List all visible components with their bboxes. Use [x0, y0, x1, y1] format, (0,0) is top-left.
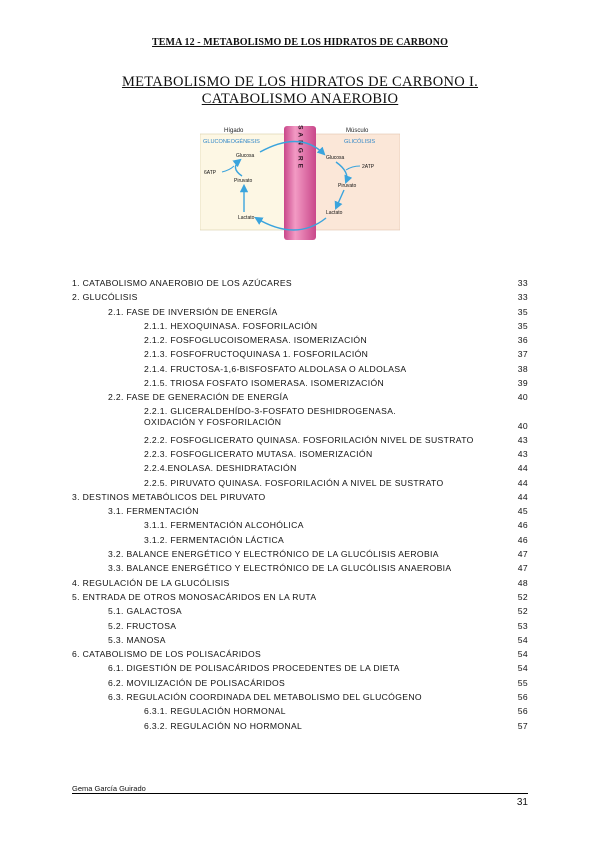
- toc-entry-page: 39: [517, 378, 528, 389]
- toc-entry-title: 2.1. FASE DE INVERSIÓN DE ENERGÍA: [108, 306, 278, 317]
- toc-entry-page: 44: [517, 491, 528, 502]
- toc-entry-title: 2.2.3. FOSFOGLICERATO MUTASA. ISOMERIZACIÓN: [144, 448, 373, 459]
- toc-entry[interactable]: [72, 647, 528, 661]
- toc-entry-title: 5.2. FRUCTOSA: [108, 620, 177, 631]
- toc-entry-page: 35: [517, 320, 528, 331]
- toc-entry[interactable]: [72, 518, 528, 532]
- toc-entry[interactable]: [72, 704, 528, 718]
- toc-entry-title: 6.3.2. REGULACIÓN NO HORMONAL: [144, 720, 303, 731]
- toc-entry[interactable]: [72, 347, 528, 361]
- cori-cycle-figure: [200, 124, 400, 242]
- toc-entry-title: 6. CATABOLISMO DE LOS POLISACÁRIDOS: [72, 649, 262, 660]
- toc-entry-title: 4. REGULACIÓN DE LA GLUCÓLISIS: [72, 577, 230, 588]
- footer-author: Gema García Guirado: [72, 784, 146, 793]
- toc-entry[interactable]: [72, 433, 528, 447]
- blood-label: SANGRE: [296, 125, 304, 171]
- liver-label: Hígado: [224, 128, 244, 134]
- toc-entry-page: 43: [517, 448, 528, 459]
- toc-entry-title: 2.1.1. HEXOQUINASA. FOSFORILACIÓN: [144, 320, 318, 331]
- toc-entry[interactable]: [72, 533, 528, 547]
- toc-entry[interactable]: [72, 576, 528, 590]
- toc-entry[interactable]: [72, 547, 528, 561]
- toc-entry-page: 52: [517, 591, 528, 602]
- toc-entry[interactable]: [72, 633, 528, 647]
- liver-lactate: Lactato: [238, 215, 255, 221]
- running-header: TEMA 12 - METABOLISMO DE LOS HIDRATOS DE CARBONO: [152, 37, 448, 48]
- title-line-2: CATABOLISMO ANAEROBIO: [201, 91, 399, 107]
- toc-entry-title: 2.2. FASE DE GENERACIÓN DE ENERGÍA: [108, 392, 289, 403]
- toc-entry[interactable]: [72, 661, 528, 675]
- table-of-contents: [72, 276, 528, 733]
- toc-entry-title: 6.3. REGULACIÓN COORDINADA DEL METABOLISMO DEL GLUCÓGENO: [108, 692, 422, 703]
- toc-entry-page: 56: [517, 692, 528, 703]
- toc-entry-page: 43: [517, 434, 528, 445]
- title-line-1: METABOLISMO DE LOS HIDRATOS DE CARBONO I.: [121, 74, 479, 90]
- toc-entry-page: 47: [517, 549, 528, 560]
- toc-entry-page: 56: [517, 706, 528, 717]
- toc-entry[interactable]: [72, 561, 528, 575]
- muscle-label: Músculo: [346, 128, 369, 134]
- toc-entry-title: 1. CATABOLISMO ANAEROBIO DE LOS AZÚCARES: [72, 278, 292, 288]
- toc-entry-title: 6.1. DIGESTIÓN DE POLISACÁRIDOS PROCEDENTES DE LA DIETA: [108, 663, 400, 674]
- toc-entry[interactable]: [72, 447, 528, 461]
- toc-entry-page: 40: [517, 392, 528, 403]
- toc-entry-title: 3.2. BALANCE ENERGÉTICO Y ELECTRÓNICO DE LA GLUCÓLISIS AEROBIA: [108, 549, 439, 560]
- toc-entry[interactable]: [72, 276, 528, 290]
- footer-page-number: 31: [516, 797, 528, 808]
- toc-entry-title: 5.1. GALACTOSA: [108, 606, 182, 617]
- gluconeogenesis-label: GLUCONEOGÉNESIS: [203, 139, 260, 145]
- toc-entry-title: 3.3. BALANCE ENERGÉTICO Y ELECTRÓNICO DE LA GLUCÓLISIS ANAEROBIA: [108, 563, 452, 574]
- toc-entry-title: 3.1. FERMENTACIÓN: [108, 506, 199, 517]
- toc-entry[interactable]: [72, 319, 528, 333]
- toc-entry-title: 2.2.1. GLICERALDEHÍDO-3-FOSFATO DESHIDROGENASA. OXIDACIÓN Y FOSFORILACIÓN: [144, 405, 397, 427]
- toc-entry-title: 3. DESTINOS METABÓLICOS DEL PIRUVATO: [72, 491, 266, 502]
- toc-entry-page: 57: [517, 720, 528, 731]
- toc-entry[interactable]: [72, 676, 528, 690]
- toc-entry-page: 54: [517, 649, 528, 660]
- toc-entry-page: 33: [517, 292, 528, 303]
- toc-entry-page: 54: [517, 634, 528, 645]
- toc-entry-title: 2. GLUCÓLISIS: [72, 292, 138, 303]
- toc-entry[interactable]: [72, 476, 528, 490]
- toc-entry[interactable]: [72, 619, 528, 633]
- toc-entry[interactable]: [72, 604, 528, 618]
- toc-entry[interactable]: [72, 490, 528, 504]
- page-title: [60, 74, 540, 108]
- toc-entry[interactable]: [72, 719, 528, 733]
- footer-divider: [72, 793, 528, 794]
- toc-entry-page: 54: [517, 663, 528, 674]
- muscle-lactate: Lactato: [326, 210, 343, 216]
- toc-entry[interactable]: [72, 390, 528, 404]
- toc-entry-title: 6.3.1. REGULACIÓN HORMONAL: [144, 706, 286, 717]
- muscle-pyruvate: Piruvato: [338, 183, 357, 189]
- toc-entry-page: 35: [517, 306, 528, 317]
- toc-entry-page: 44: [517, 463, 528, 474]
- toc-entry-title: 2.1.4. FRUCTOSA-1,6-BISFOSFATO ALDOLASA O ALDOLASA: [144, 363, 407, 374]
- toc-entry-title: 2.1.3. FOSFOFRUCTOQUINASA 1. FOSFORILACIÓN: [144, 349, 369, 360]
- toc-entry-title: 2.2.5. PIRUVATO QUINASA. FOSFORILACIÓN A NIVEL DE SUSTRATO: [144, 477, 444, 488]
- muscle-atp: 2ATP: [362, 164, 375, 170]
- toc-entry[interactable]: [72, 405, 528, 433]
- liver-pyruvate: Piruvato: [234, 178, 253, 184]
- toc-entry-title: 5.3. MANOSA: [108, 634, 166, 645]
- liver-glucose: Glucosa: [236, 153, 255, 159]
- toc-entry-page: 33: [517, 278, 528, 288]
- toc-entry-page: 47: [517, 563, 528, 574]
- toc-entry[interactable]: [72, 333, 528, 347]
- toc-entry[interactable]: [72, 290, 528, 304]
- toc-entry[interactable]: [72, 590, 528, 604]
- toc-entry-title: 2.1.5. TRIOSA FOSFATO ISOMERASA. ISOMERIZACIÓN: [144, 378, 385, 389]
- toc-entry-page: 52: [517, 606, 528, 617]
- toc-entry-page: 40: [517, 420, 528, 431]
- toc-entry-page: 36: [517, 335, 528, 346]
- toc-entry-page: 44: [517, 477, 528, 488]
- toc-entry[interactable]: [72, 305, 528, 319]
- toc-entry-title: 2.1.2. FOSFOGLUCOISOMERASA. ISOMERIZACIÓN: [144, 335, 368, 346]
- toc-entry-page: 45: [517, 506, 528, 517]
- toc-entry-title: 3.1.1. FERMENTACIÓN ALCOHÓLICA: [144, 520, 304, 531]
- toc-entry[interactable]: [72, 504, 528, 518]
- toc-entry[interactable]: [72, 690, 528, 704]
- toc-entry-page: 48: [517, 577, 528, 588]
- toc-entry-title: 5. ENTRADA DE OTROS MONOSACÁRIDOS EN LA RUTA: [72, 591, 317, 602]
- toc-entry-title: 6.2. MOVILIZACIÓN DE POLISACÁRIDOS: [108, 677, 286, 688]
- toc-entry[interactable]: [72, 461, 528, 475]
- toc-entry-page: 46: [517, 534, 528, 545]
- toc-entry[interactable]: [72, 376, 528, 390]
- toc-entry-page: 46: [517, 520, 528, 531]
- toc-entry-page: 38: [517, 363, 528, 374]
- toc-entry-title: 2.2.4.ENOLASA. DESHIDRATACIÓN: [144, 463, 297, 474]
- toc-entry-page: 55: [517, 677, 528, 688]
- toc-entry-page: 37: [517, 349, 528, 360]
- toc-entry-title: 2.2.2. FOSFOGLICERATO QUINASA. FOSFORILACIÓN NIVEL DE SUSTRATO: [144, 434, 474, 445]
- glycolysis-label: GLICÓLISIS: [344, 139, 376, 145]
- toc-entry-page: 53: [517, 620, 528, 631]
- toc-entry[interactable]: [72, 362, 528, 376]
- toc-entry-title: 3.1.2. FERMENTACIÓN LÁCTICA: [144, 534, 285, 545]
- liver-atp: 6ATP: [204, 170, 217, 176]
- muscle-glucose: Glucosa: [326, 155, 345, 161]
